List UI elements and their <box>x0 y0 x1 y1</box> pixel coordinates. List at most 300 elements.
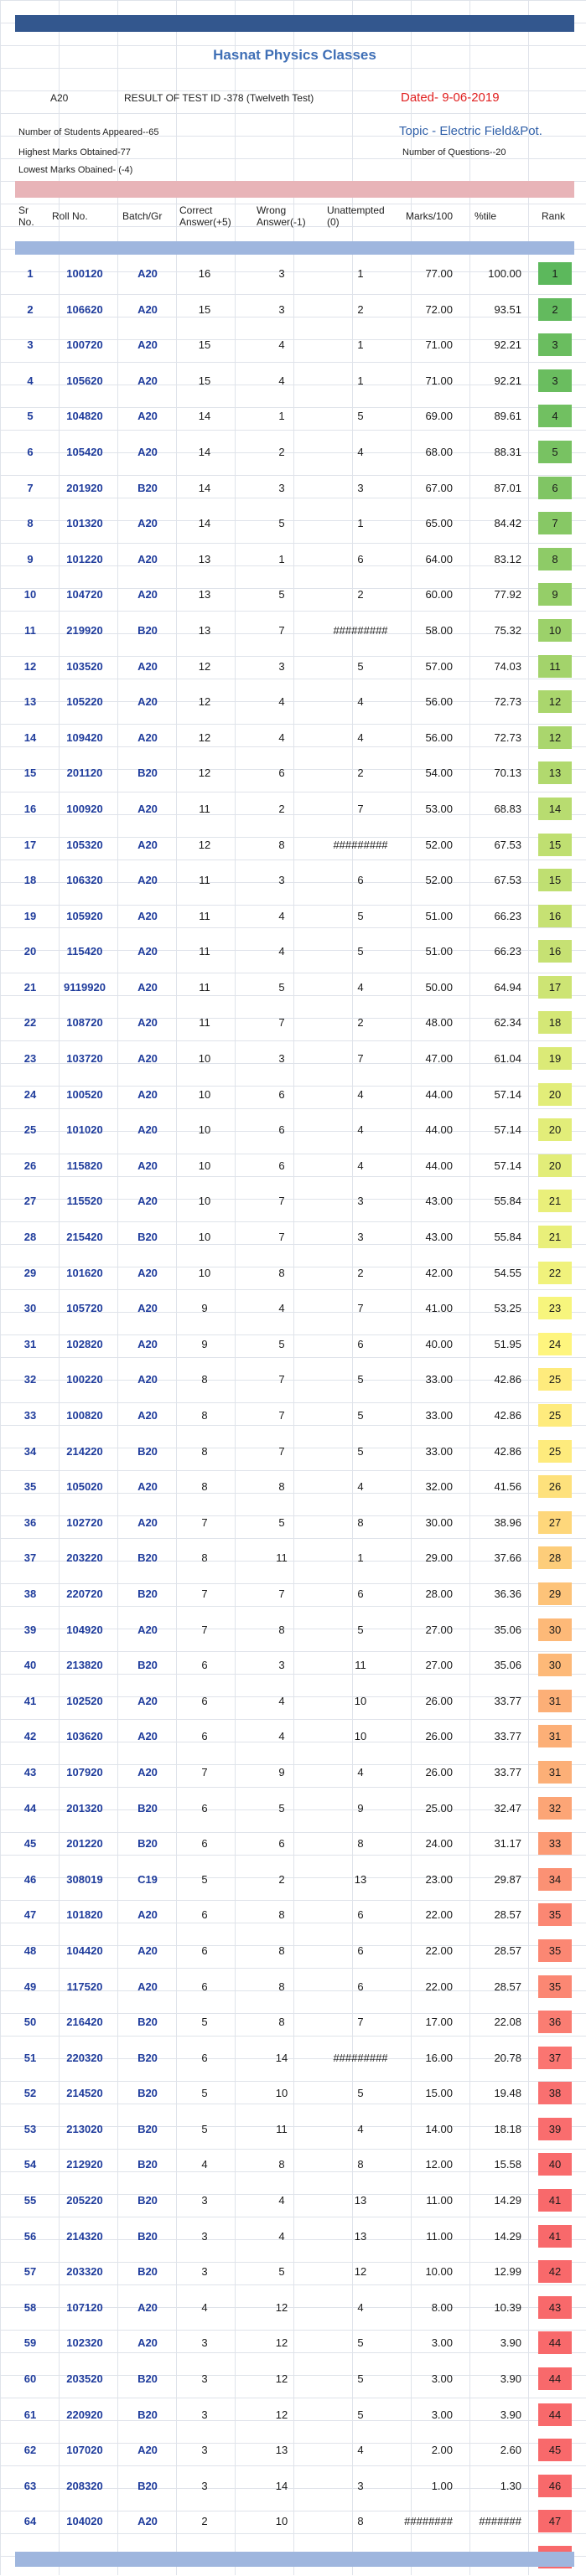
unattempted-cell: 5 <box>357 659 364 673</box>
marks-cell: 44.00 <box>425 1123 453 1137</box>
percentile-cell: 55.84 <box>494 1195 521 1208</box>
rank-cell: 41 <box>538 2225 572 2248</box>
table-row <box>15 1897 574 1933</box>
marks-cell: 53.00 <box>425 802 453 815</box>
correct-answers-cell: 13 <box>198 552 211 565</box>
rank-cell: 41 <box>538 2189 572 2212</box>
roll-number-cell: 104420 <box>66 1944 103 1957</box>
batch-cell: A20 <box>137 1908 158 1922</box>
rank-cell: 11 <box>538 655 572 678</box>
roll-number-cell: 106320 <box>66 874 103 887</box>
roll-number-cell: 115520 <box>66 1195 103 1208</box>
percentile-cell: 28.57 <box>494 1980 521 1993</box>
unattempted-cell: 2 <box>357 302 364 316</box>
marks-cell: 44.00 <box>425 1159 453 1172</box>
percentile-cell: 61.04 <box>494 1052 521 1066</box>
wrong-answers-cell: 4 <box>278 1730 285 1743</box>
unattempted-cell: 8 <box>357 1515 364 1529</box>
unattempted-cell: 13 <box>354 2229 367 2243</box>
unattempted-cell: 6 <box>357 1337 364 1350</box>
marks-cell: 67.00 <box>425 481 453 494</box>
serial-number-cell: 46 <box>23 1872 37 1886</box>
roll-number-cell: 105020 <box>66 1480 103 1494</box>
correct-answers-cell: 3 <box>201 2229 208 2243</box>
percentile-cell: 88.31 <box>494 445 521 458</box>
unattempted-cell: 4 <box>357 2300 364 2314</box>
serial-number-cell: 48 <box>23 1944 37 1957</box>
marks-cell: 27.00 <box>425 1659 453 1672</box>
unattempted-cell: 3 <box>357 1195 364 1208</box>
batch-cell: B20 <box>137 767 158 780</box>
correct-answers-cell: 3 <box>201 2265 208 2279</box>
rank-cell: 4 <box>538 405 572 427</box>
percentile-cell: 74.03 <box>494 659 521 673</box>
table-row <box>15 899 574 935</box>
correct-answers-cell: 8 <box>201 1480 208 1494</box>
correct-answers-cell: 4 <box>201 2158 208 2171</box>
serial-number-cell: 31 <box>23 1337 37 1350</box>
rank-cell: 17 <box>538 976 572 999</box>
wrong-answers-cell: 4 <box>278 2229 285 2243</box>
unattempted-cell: 10 <box>354 1730 367 1743</box>
roll-number-cell: 107920 <box>66 1765 103 1778</box>
correct-answers-cell: 7 <box>201 1515 208 1529</box>
unattempted-cell: 13 <box>354 1872 367 1886</box>
correct-answers-cell: 7 <box>201 1623 208 1636</box>
correct-answers-cell: 12 <box>198 838 211 851</box>
marks-cell: 22.00 <box>425 1980 453 1993</box>
batch-cell: A20 <box>137 1087 158 1101</box>
marks-cell: 56.00 <box>425 695 453 709</box>
rank-cell: 39 <box>538 2118 572 2140</box>
batch-cell: A20 <box>137 695 158 709</box>
serial-number-cell: 11 <box>24 623 36 637</box>
correct-answers-cell: 11 <box>199 1016 210 1030</box>
rank-cell: 15 <box>538 869 572 891</box>
rank-cell: 8 <box>538 548 572 570</box>
rank-cell: 6 <box>538 477 572 499</box>
unattempted-cell: 4 <box>357 1765 364 1778</box>
serial-number-cell: 63 <box>23 2479 37 2492</box>
batch-cell: A20 <box>137 1159 158 1172</box>
percentile-cell: 32.47 <box>494 1801 521 1815</box>
rank-cell: 21 <box>538 1226 572 1248</box>
table-row <box>15 1149 574 1185</box>
wrong-answers-cell: 6 <box>278 1123 285 1137</box>
wrong-answers-cell: 3 <box>278 267 285 280</box>
batch-cell: B20 <box>137 1587 158 1600</box>
marks-cell: 71.00 <box>425 338 453 352</box>
percentile-cell: 28.57 <box>494 1908 521 1922</box>
marks-cell: 47.00 <box>425 1052 453 1066</box>
unattempted-cell: 10 <box>354 1694 367 1707</box>
percentile-cell: 67.53 <box>494 874 521 887</box>
correct-answers-cell: 6 <box>201 1659 208 1672</box>
table-row <box>15 1398 574 1434</box>
unattempted-cell: 5 <box>357 909 364 922</box>
correct-answers-cell: 3 <box>201 2444 208 2457</box>
marks-cell: 52.00 <box>425 874 453 887</box>
table-row <box>15 1648 574 1684</box>
marks-cell: 23.00 <box>425 1872 453 1886</box>
serial-number-cell: 45 <box>23 1837 37 1851</box>
serial-number-cell: 7 <box>27 481 34 494</box>
serial-number-cell: 23 <box>23 1052 37 1066</box>
marks-cell: 64.00 <box>425 552 453 565</box>
percentile-cell: 100.00 <box>488 267 521 280</box>
marks-cell: 51.00 <box>425 909 453 922</box>
unattempted-cell: 7 <box>357 802 364 815</box>
correct-answers-cell: 6 <box>201 1694 208 1707</box>
marks-cell: 50.00 <box>425 980 453 994</box>
table-row <box>15 1755 574 1791</box>
marks-cell: 41.00 <box>425 1302 453 1315</box>
percentile-cell: 3.90 <box>500 2372 521 2386</box>
serial-number-cell: 1 <box>27 267 34 280</box>
unattempted-cell: 8 <box>357 2158 364 2171</box>
roll-number-cell: 105620 <box>66 374 103 387</box>
rank-cell: 16 <box>538 940 572 963</box>
rank-cell: 21 <box>538 1190 572 1212</box>
marks-cell: 65.00 <box>425 517 453 530</box>
wrong-answers-cell: 1 <box>278 410 285 423</box>
unattempted-cell: 4 <box>357 730 364 744</box>
batch-cell: B20 <box>137 2372 158 2386</box>
serial-number-cell: 4 <box>27 374 34 387</box>
lowest-marks: Lowest Marks Obained- (-4) <box>18 165 133 175</box>
wrong-answers-cell: 8 <box>278 1266 285 1279</box>
marks-cell: 1.00 <box>431 2479 453 2492</box>
correct-answers-cell: 10 <box>198 1266 211 1279</box>
batch-cell: B20 <box>137 2229 158 2243</box>
table-row <box>15 1719 574 1755</box>
table-row <box>15 1791 574 1827</box>
roll-number-cell: 214320 <box>66 2229 103 2243</box>
table-row <box>15 1933 574 1969</box>
serial-number-cell: 59 <box>23 2336 37 2350</box>
serial-number-cell: 28 <box>23 1231 37 1244</box>
percentile-cell: 3.90 <box>500 2336 521 2350</box>
correct-answers-cell: 3 <box>201 2336 208 2350</box>
rank-cell: 42 <box>538 2260 572 2283</box>
rank-cell: 14 <box>538 798 572 820</box>
serial-number-cell: 19 <box>23 909 37 922</box>
rank-cell: 33 <box>538 1832 572 1855</box>
batch-cell: A20 <box>137 1480 158 1494</box>
marks-cell: 42.00 <box>425 1266 453 1279</box>
wrong-answers-cell: 7 <box>278 623 285 637</box>
marks-cell: 12.00 <box>425 2158 453 2171</box>
header-unattempted: Unattempted (0) <box>327 204 385 228</box>
rank-cell: 12 <box>538 690 572 713</box>
correct-answers-cell: 14 <box>198 481 211 494</box>
unattempted-cell: 5 <box>357 1444 364 1458</box>
marks-cell: 58.00 <box>425 623 453 637</box>
table-row <box>15 1541 574 1577</box>
correct-answers-cell: 11 <box>199 980 210 994</box>
serial-number-cell: 58 <box>23 2300 37 2314</box>
rank-cell: 13 <box>538 761 572 784</box>
table-row <box>15 577 574 613</box>
marks-cell: 56.00 <box>425 730 453 744</box>
rank-cell: 28 <box>538 1546 572 1569</box>
students-appeared: Number of Students Appeared--65 <box>18 127 159 137</box>
rank-cell: 20 <box>538 1083 572 1106</box>
correct-answers-cell: 6 <box>201 1801 208 1815</box>
correct-answers-cell: 6 <box>201 1837 208 1851</box>
marks-cell: 8.00 <box>431 2300 453 2314</box>
correct-answers-cell: 10 <box>198 1159 211 1172</box>
percentile-cell: 62.34 <box>494 1016 521 1030</box>
batch-cell: B20 <box>137 1551 158 1565</box>
wrong-answers-cell: 4 <box>278 695 285 709</box>
correct-answers-cell: 7 <box>201 1587 208 1600</box>
table-row <box>15 2183 574 2219</box>
percentile-cell: 51.95 <box>494 1337 521 1350</box>
roll-number-cell: 102720 <box>66 1515 103 1529</box>
marks-cell: 51.00 <box>425 945 453 958</box>
roll-number-cell: 9119920 <box>64 980 106 994</box>
percentile-cell: 92.21 <box>494 338 521 352</box>
rank-cell: 23 <box>538 1297 572 1319</box>
serial-number-cell: 35 <box>23 1480 37 1494</box>
percentile-cell: 57.14 <box>494 1087 521 1101</box>
table-row <box>15 1041 574 1077</box>
percentile-cell: 36.36 <box>494 1587 521 1600</box>
correct-answers-cell: 2 <box>201 2515 208 2528</box>
serial-number-cell: 16 <box>23 802 37 815</box>
unattempted-cell: 1 <box>357 267 364 280</box>
table-row <box>15 1362 574 1398</box>
table-row <box>15 863 574 899</box>
marks-cell: 3.00 <box>431 2336 453 2350</box>
marks-cell: 57.00 <box>425 659 453 673</box>
batch-cell: A20 <box>137 517 158 530</box>
batch-cell: A20 <box>137 980 158 994</box>
wrong-answers-cell: 5 <box>278 588 285 601</box>
table-row <box>15 1826 574 1862</box>
wrong-answers-cell: 2 <box>278 1872 285 1886</box>
percentile-cell: 35.06 <box>494 1623 521 1636</box>
unattempted-cell: ######### <box>333 838 388 851</box>
roll-number-cell: 100820 <box>66 1409 103 1422</box>
unattempted-cell: 11 <box>355 1659 366 1672</box>
percentile-cell: 14.29 <box>494 2194 521 2207</box>
wrong-answers-cell: 12 <box>275 2336 288 2350</box>
wrong-answers-cell: 7 <box>278 1016 285 1030</box>
correct-answers-cell: 5 <box>201 2016 208 2029</box>
marks-cell: 60.00 <box>425 588 453 601</box>
wrong-answers-cell: 2 <box>278 445 285 458</box>
table-row <box>15 1577 574 1613</box>
unattempted-cell: ######### <box>333 623 388 637</box>
unattempted-cell: 6 <box>357 1908 364 1922</box>
roll-number-cell: 208320 <box>66 2479 103 2492</box>
unattempted-cell: 5 <box>357 1623 364 1636</box>
wrong-answers-cell: 5 <box>278 1801 285 1815</box>
table-row <box>15 1220 574 1256</box>
batch-cell: A20 <box>137 1016 158 1030</box>
marks-cell: 33.00 <box>425 1409 453 1422</box>
correct-answers-cell: 13 <box>198 623 211 637</box>
correct-answers-cell: 8 <box>201 1444 208 1458</box>
wrong-answers-cell: 13 <box>275 2444 288 2457</box>
serial-number-cell: 21 <box>23 980 37 994</box>
table-row <box>15 328 574 364</box>
percentile-cell: 20.78 <box>494 2051 521 2064</box>
marks-cell: 43.00 <box>425 1231 453 1244</box>
table-row <box>15 2112 574 2148</box>
percentile-cell: 41.56 <box>494 1480 521 1494</box>
roll-number-cell: 205220 <box>66 2194 103 2207</box>
percentile-cell: 68.83 <box>494 802 521 815</box>
roll-number-cell: 214520 <box>66 2087 103 2100</box>
marks-cell: 29.00 <box>425 1551 453 1565</box>
batch-cell: A20 <box>137 2515 158 2528</box>
serial-number-cell: 2 <box>27 302 34 316</box>
percentile-cell: 70.13 <box>494 767 521 780</box>
table-row <box>15 2005 574 2041</box>
serial-number-cell: 20 <box>23 945 37 958</box>
percentile-cell: 57.14 <box>494 1159 521 1172</box>
unattempted-cell: 1 <box>357 374 364 387</box>
result-label: RESULT OF TEST ID -378 (Twelveth Test) <box>124 92 314 104</box>
percentile-cell: 64.94 <box>494 980 521 994</box>
wrong-answers-cell: 3 <box>278 481 285 494</box>
header-percentile: %tile <box>475 210 497 222</box>
correct-answers-cell: 3 <box>201 2194 208 2207</box>
roll-number-cell: 106620 <box>66 302 103 316</box>
percentile-cell: 55.84 <box>494 1231 521 1244</box>
batch-cell: B20 <box>137 1659 158 1672</box>
rank-cell: 37 <box>538 2047 572 2069</box>
serial-number-cell: 43 <box>23 1765 37 1778</box>
batch-cell: A20 <box>137 445 158 458</box>
marks-cell: 68.00 <box>425 445 453 458</box>
marks-cell: 15.00 <box>425 2087 453 2100</box>
marks-cell: 32.00 <box>425 1480 453 1494</box>
roll-number-cell: 203320 <box>66 2265 103 2279</box>
unattempted-cell: 8 <box>357 1837 364 1851</box>
wrong-answers-cell: 5 <box>278 1515 285 1529</box>
batch-cell: A20 <box>137 1730 158 1743</box>
table-row <box>15 1256 574 1292</box>
serial-number-cell: 50 <box>23 2016 37 2029</box>
rank-cell: 18 <box>538 1011 572 1034</box>
table-row <box>15 2469 574 2505</box>
table-row <box>15 2362 574 2398</box>
correct-answers-cell: 6 <box>201 1980 208 1993</box>
roll-number-cell: 105420 <box>66 445 103 458</box>
batch-cell: A20 <box>137 659 158 673</box>
rank-cell: 35 <box>538 1975 572 1998</box>
serial-number-cell: 55 <box>23 2194 37 2207</box>
marks-cell: 69.00 <box>425 410 453 423</box>
table-row <box>15 1434 574 1470</box>
serial-number-cell: 15 <box>23 767 37 780</box>
correct-answers-cell: 10 <box>198 1195 211 1208</box>
serial-number-cell: 24 <box>23 1087 37 1101</box>
roll-number-cell: 104820 <box>66 410 103 423</box>
roll-number-cell: 103520 <box>66 659 103 673</box>
percentile-cell: 12.99 <box>494 2265 521 2279</box>
roll-number-cell: 101620 <box>66 1266 103 1279</box>
correct-answers-cell: 5 <box>201 2087 208 2100</box>
serial-number-cell: 36 <box>23 1515 37 1529</box>
wrong-answers-cell: 4 <box>278 1302 285 1315</box>
unattempted-cell: 1 <box>357 517 364 530</box>
serial-number-cell: 42 <box>23 1730 37 1743</box>
batch-cell: A20 <box>137 552 158 565</box>
marks-cell: 10.00 <box>425 2265 453 2279</box>
unattempted-cell: 4 <box>357 445 364 458</box>
percentile-cell: 35.06 <box>494 1659 521 1672</box>
correct-answers-cell: 6 <box>201 2051 208 2064</box>
unattempted-cell: 6 <box>357 1980 364 1993</box>
dated-label: Dated- 9-06-2019 <box>401 90 500 105</box>
table-row <box>15 1969 574 2006</box>
roll-number-cell: 220320 <box>66 2051 103 2064</box>
wrong-answers-cell: 12 <box>275 2408 288 2421</box>
roll-number-cell: 117520 <box>66 1980 103 1993</box>
percentile-cell: 54.55 <box>494 1266 521 1279</box>
correct-answers-cell: 10 <box>198 1123 211 1137</box>
serial-number-cell: 37 <box>23 1551 37 1565</box>
percentile-cell: 66.23 <box>494 909 521 922</box>
table-row <box>15 1112 574 1149</box>
wrong-answers-cell: 6 <box>278 1087 285 1101</box>
correct-answers-cell: 5 <box>201 1872 208 1886</box>
roll-number-cell: 201920 <box>66 481 103 494</box>
batch-cell: A20 <box>137 338 158 352</box>
serial-number-cell: 22 <box>23 1016 37 1030</box>
unattempted-cell: 12 <box>354 2265 367 2279</box>
wrong-answers-cell: 11 <box>276 1551 288 1565</box>
serial-number-cell: 62 <box>23 2444 37 2457</box>
serial-number-cell: 34 <box>23 1444 37 1458</box>
correct-answers-cell: 5 <box>201 2122 208 2135</box>
table-row <box>15 613 574 649</box>
table-row <box>15 2254 574 2290</box>
marks-cell: 52.00 <box>425 838 453 851</box>
batch-cell: B20 <box>137 481 158 494</box>
percentile-cell: ####### <box>479 2515 521 2528</box>
wrong-answers-cell: 3 <box>278 659 285 673</box>
batch-cell: A20 <box>137 1337 158 1350</box>
batch-cell: A20 <box>137 410 158 423</box>
rank-cell: 15 <box>538 834 572 856</box>
wrong-answers-cell: 8 <box>278 2016 285 2029</box>
serial-number-cell: 14 <box>23 730 37 744</box>
unattempted-cell: 4 <box>357 1087 364 1101</box>
unattempted-cell: 5 <box>357 410 364 423</box>
percentile-cell: 84.42 <box>494 517 521 530</box>
marks-cell: 16.00 <box>425 2051 453 2064</box>
roll-number-cell: 203220 <box>66 1551 103 1565</box>
correct-answers-cell: 3 <box>201 2479 208 2492</box>
batch-cell: A20 <box>137 2300 158 2314</box>
pink-band <box>15 181 574 198</box>
rank-cell: 9 <box>538 583 572 606</box>
marks-cell: 44.00 <box>425 1087 453 1101</box>
wrong-answers-cell: 7 <box>278 1373 285 1386</box>
table-row <box>15 2290 574 2326</box>
correct-answers-cell: 12 <box>198 730 211 744</box>
unattempted-cell: 6 <box>357 552 364 565</box>
marks-cell: 11.00 <box>426 2229 453 2243</box>
wrong-answers-cell: 10 <box>275 2087 288 2100</box>
batch-cell: A20 <box>137 1302 158 1315</box>
